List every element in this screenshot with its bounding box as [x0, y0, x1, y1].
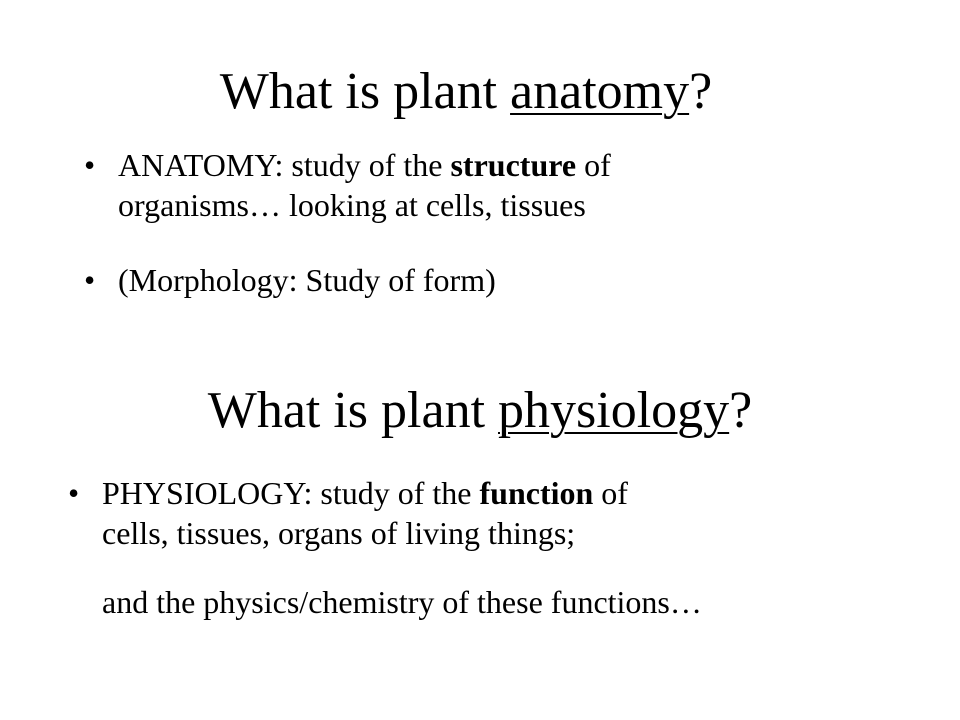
morphology-text: (Morphology: Study of form): [118, 262, 496, 298]
anatomy-title: [0, 62, 946, 122]
physiology-title-prefix: What is plant: [207, 382, 499, 439]
bullet-marker: •: [84, 262, 96, 298]
physiology-continuation-text: and the physics/chemistry of these functions…: [102, 584, 702, 620]
anatomy-title-suffix: ?: [689, 63, 713, 120]
anatomy-definition-line1: [118, 145, 611, 185]
anatomy-title-prefix: What is plant: [219, 63, 511, 120]
anatomy-definition-suffix: of: [576, 147, 611, 183]
physiology-title-suffix: ?: [729, 382, 753, 439]
physiology-definition-line1: [102, 473, 628, 513]
anatomy-definition-bullet: [84, 145, 611, 225]
physiology-definition-bullet: [68, 473, 628, 553]
physiology-definition-line2: cells, tissues, organs of living things;: [102, 515, 576, 551]
physiology-title-keyword: physiology: [498, 382, 730, 439]
physiology-definition-prefix: PHYSIOLOGY: study of the: [102, 475, 480, 511]
physiology-title: [0, 381, 960, 441]
anatomy-definition-line2: organisms… looking at cells, tissues: [118, 187, 586, 223]
physiology-keyword-function: function: [479, 475, 594, 511]
anatomy-definition-prefix: ANATOMY: study of the: [118, 147, 451, 183]
anatomy-title-keyword: anatomy: [510, 63, 690, 120]
physiology-continuation: [102, 582, 702, 622]
physiology-definition-suffix: of: [593, 475, 628, 511]
anatomy-keyword-structure: structure: [450, 147, 577, 183]
bullet-marker: •: [68, 475, 80, 511]
morphology-bullet: [84, 260, 496, 300]
bullet-marker: •: [84, 147, 96, 183]
